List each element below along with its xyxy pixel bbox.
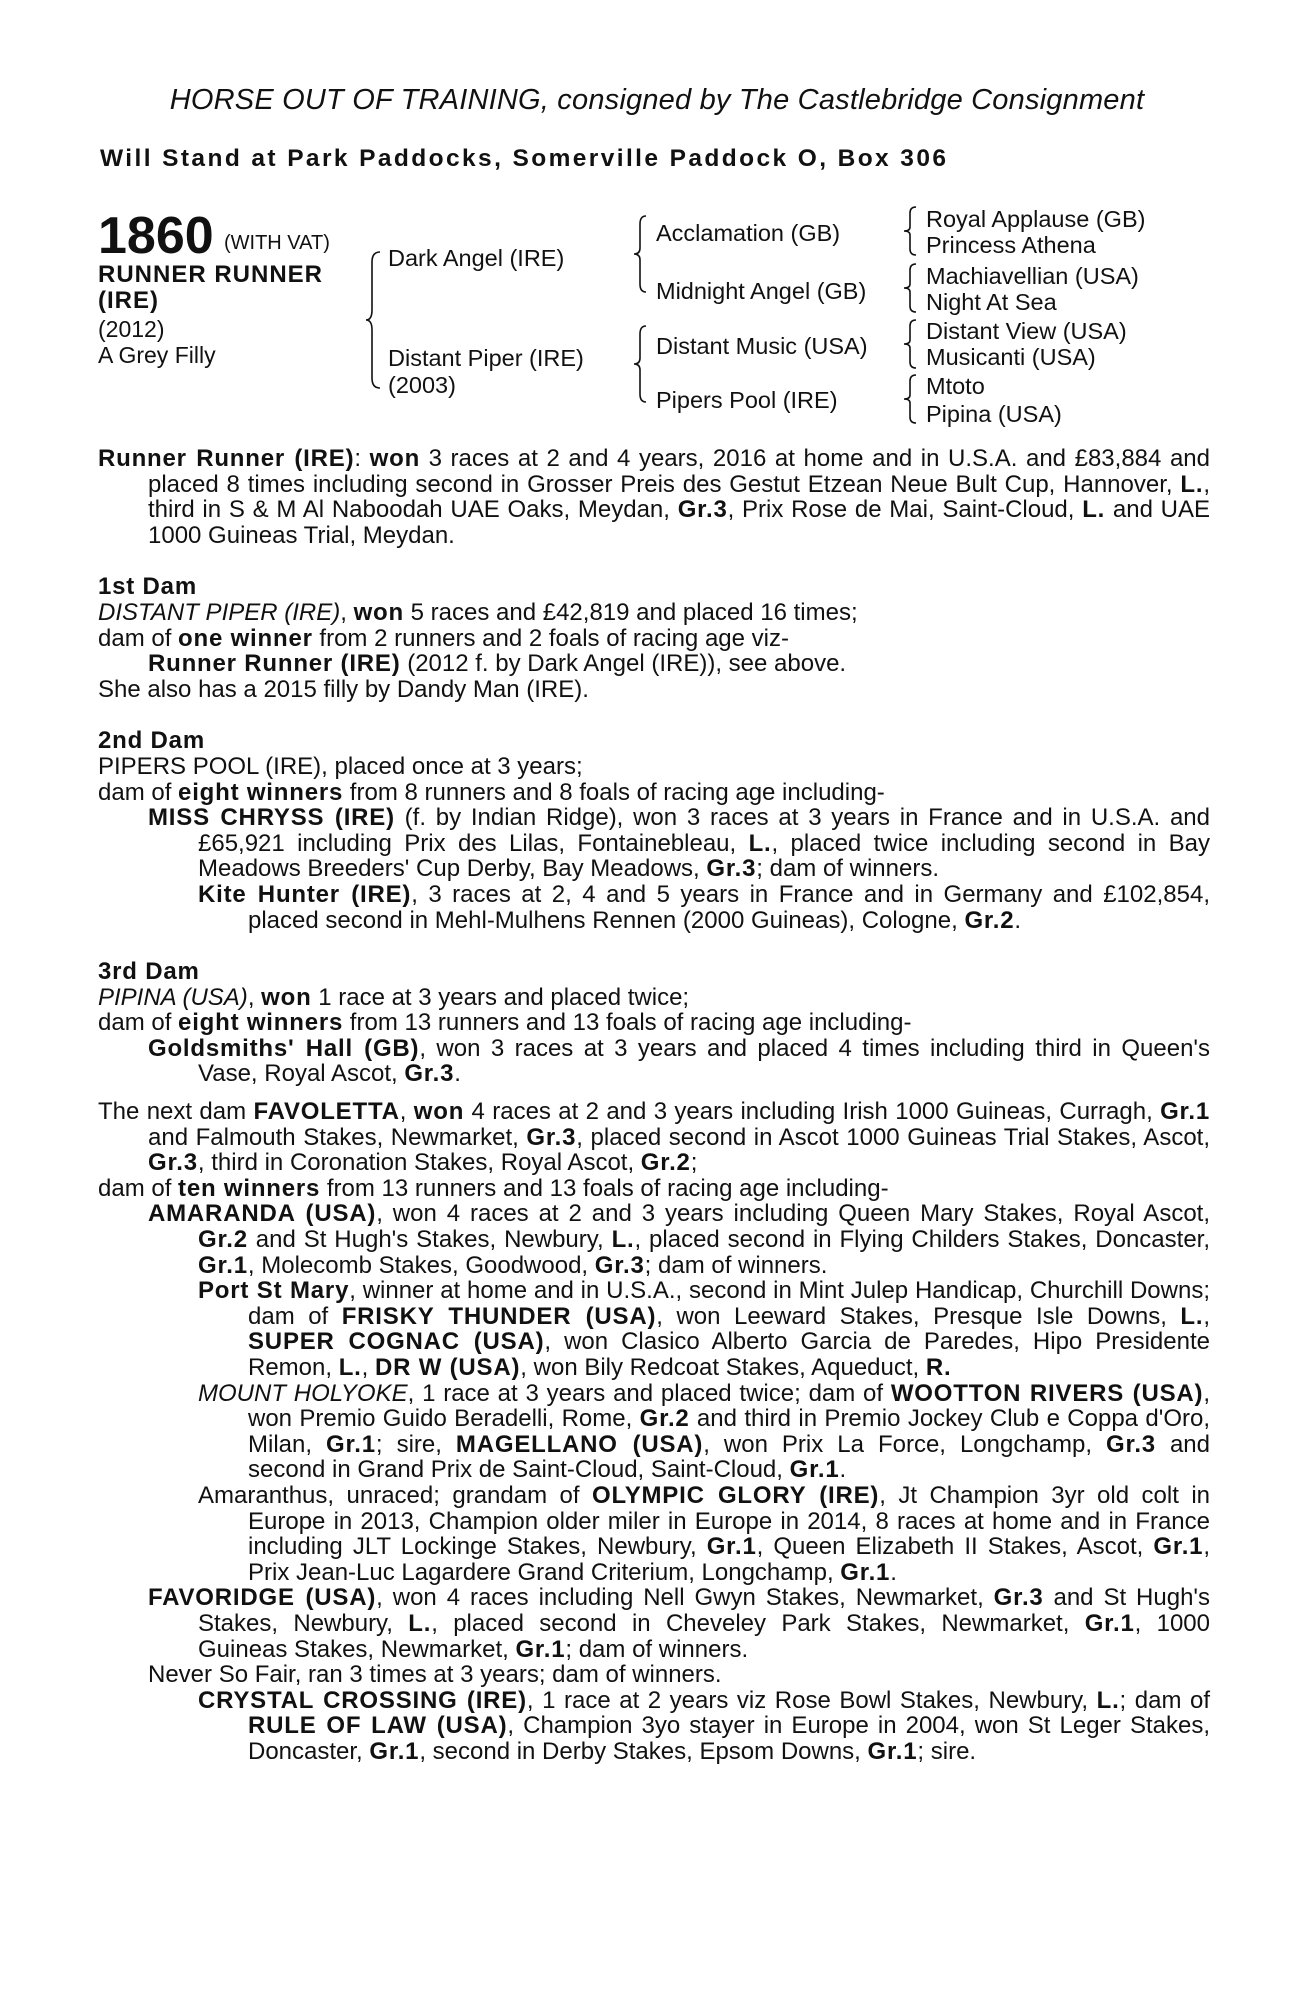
sire-dam-sire: Machiavellian (USA) bbox=[926, 263, 1139, 289]
page-title: HORSE OUT OF TRAINING, consigned by The Castlebridge Consignment bbox=[169, 84, 1145, 116]
vat-note: (WITH VAT) bbox=[224, 232, 330, 254]
produce-entry: Runner Runner (IRE) (2012 f. by Dark Angel (IRE)), see above. bbox=[148, 650, 847, 678]
produce-entry: Goldsmiths' Hall (GB), won 3 races at 3 years and placed 4 times including third in Queen's Vase, Royal Ascot, Gr.3. bbox=[148, 1034, 1211, 1088]
dam: Distant Piper (IRE) bbox=[388, 345, 584, 371]
sire-dam-dam: Night At Sea bbox=[926, 289, 1057, 315]
pedigree-brace bbox=[366, 250, 382, 390]
dam-dam-sire: Mtoto bbox=[926, 373, 985, 399]
sire-sire: Acclamation (GB) bbox=[656, 220, 841, 246]
produce-entry: FAVORIDGE (USA), won 4 races including Nell Gwyn Stakes, Newmarket, Gr.3 and St Hugh's Stakes, Newbury, L., placed second in Cheveley Park Stakes, Newmarket, Gr.1, 1000 Guineas Stakes, Newmarket, Gr.1; dam of winners. bbox=[148, 1584, 1210, 1663]
dam-dam: Pipers Pool (IRE) bbox=[656, 387, 838, 413]
dam-produce-summary: dam of one winner from 2 runners and 2 foals of racing age viz- bbox=[98, 624, 789, 652]
dam-dam-dam: Pipina (USA) bbox=[926, 401, 1062, 427]
sire-dam: Midnight Angel (GB) bbox=[656, 278, 867, 304]
pedigree-brace bbox=[904, 262, 918, 314]
dam-sire-sire: Distant View (USA) bbox=[926, 318, 1127, 344]
section-heading: 1st Dam bbox=[98, 573, 197, 601]
pedigree-brace bbox=[904, 318, 918, 370]
pedigree-table bbox=[98, 0, 1216, 440]
produce-entry: Kite Hunter (IRE), 3 races at 2, 4 and 5 years in France and in Germany and £102,854, placed second in Mehl-Mulhens Rennen (2000 Guineas), Cologne, Gr.2. bbox=[198, 880, 1210, 934]
pedigree-brace bbox=[634, 324, 648, 404]
produce-entry: Never So Fair, ran 3 times at 3 years; dam of winners. bbox=[148, 1661, 722, 1689]
race-record: Runner Runner (IRE): won 3 races at 2 and 4 years, 2016 at home and in U.S.A. and £83,884 and placed 8 times including second in Grosser Preis des Gestut Etzean Neue Bult Cup, Hannover, L., third in S & M Al Naboodah UAE Oaks, Meydan, Gr.3, Prix Rose de Mai, Saint-Cloud, L. and UAE 1000 Guineas Trial, Meydan. bbox=[98, 445, 1211, 549]
dam-produce-summary: dam of eight winners from 13 runners and 13 foals of racing age including- bbox=[98, 1009, 912, 1037]
section-heading: 3rd Dam bbox=[98, 958, 200, 986]
next-dam-entry: The next dam FAVOLETTA, won 4 races at 2 and 3 years including Irish 1000 Guineas, Curragh, Gr.1 and Falmouth Stakes, Newmarket, Gr.3, placed second in Ascot 1000 Guineas Trial Stakes, Ascot, Gr.3, third in Coronation Stakes, Royal Ascot, Gr.2; bbox=[98, 1098, 1211, 1177]
section-heading: 2nd Dam bbox=[98, 727, 205, 755]
dam-produce-summary: dam of eight winners from 8 runners and 8 foals of racing age including- bbox=[98, 778, 885, 806]
horse-name: RUNNER RUNNER bbox=[98, 261, 324, 288]
foaling-year: (2012) bbox=[98, 316, 165, 342]
horse-name-suffix: (IRE) bbox=[98, 287, 159, 314]
sire: Dark Angel (IRE) bbox=[388, 245, 565, 271]
stand-location: Will Stand at Park Paddocks, Somerville Paddock O, Box 306 bbox=[100, 145, 949, 172]
pedigree-brace bbox=[634, 214, 648, 294]
produce-entry: Port St Mary, winner at home and in U.S.A., second in Mint Julep Handicap, Churchill Downs; dam of FRISKY THUNDER (USA), won Leeward Stakes, Presque Isle Downs, L., SUPER COGNAC (USA), won Clasico Alberto Garcia de Paredes, Hipo Presidente Remon, L., DR W (USA), won Bily Redcoat Stakes, Aqueduct, R. bbox=[198, 1277, 1211, 1381]
dam-entry: PIPERS POOL (IRE), placed once at 3 years; bbox=[98, 752, 583, 780]
dam-entry: PIPINA (USA), won 1 race at 3 years and placed twice; bbox=[98, 983, 690, 1011]
produce-entry: CRYSTAL CROSSING (IRE), 1 race at 2 years viz Rose Bowl Stakes, Newbury, L.; dam of RULE OF LAW (USA), Champion 3yo stayer in Europe in 2004, won St Leger Stakes, Doncaster, Gr.1, second in Derby Stakes, Epsom Downs, Gr.1; sire. bbox=[198, 1686, 1210, 1765]
pedigree-brace bbox=[904, 205, 918, 257]
dam-produce-summary: dam of ten winners from 13 runners and 13 foals of racing age including- bbox=[98, 1174, 889, 1202]
lot-number: 1860 bbox=[98, 207, 214, 265]
sire-sire-sire: Royal Applause (GB) bbox=[926, 206, 1146, 232]
dam-entry: DISTANT PIPER (IRE), won 5 races and £42,819 and placed 16 times; bbox=[98, 598, 858, 626]
sire-sire-dam: Princess Athena bbox=[926, 232, 1096, 258]
produce-entry: MISS CHRYSS (IRE) (f. by Indian Ridge), won 3 races at 3 years in France and in U.S.A. and £65,921 including Prix des Lilas, Fontainebleau, L., placed twice including second in Bay Meadows Breeders' Cup Derby, Bay Meadows, Gr.3; dam of winners. bbox=[148, 804, 1210, 883]
produce-note: She also has a 2015 filly by Dandy Man (IRE). bbox=[98, 675, 589, 703]
catalogue-body bbox=[98, 446, 1210, 1765]
produce-entry: AMARANDA (USA), won 4 races at 2 and 3 years including Queen Mary Stakes, Royal Ascot, Gr.2 and St Hugh's Stakes, Newbury, L., placed second in Flying Childers Stakes, Doncaster, Gr.1, Molecomb Stakes, Goodwood, Gr.3; dam of winners. bbox=[148, 1200, 1211, 1279]
horse-description: A Grey Filly bbox=[98, 342, 216, 368]
produce-entry: Amaranthus, unraced; grandam of OLYMPIC GLORY (IRE), Jt Champion 3yr old colt in Europe in 2013, Champion older miler in Europe in 2014, 8 races at home and in France including JLT Lockinge Stakes, Newbury, Gr.1, Queen Elizabeth II Stakes, Ascot, Gr.1, Prix Jean-Luc Lagardere Grand Criterium, Longchamp, Gr.1. bbox=[198, 1481, 1211, 1586]
dam-sire: Distant Music (USA) bbox=[656, 333, 868, 359]
produce-entry: MOUNT HOLYOKE, 1 race at 3 years and placed twice; dam of WOOTTON RIVERS (USA), won Premio Guido Beradelli, Rome, Gr.2 and third in Premio Jockey Club e Coppa d'Oro, Milan, Gr.1; sire, MAGELLANO (USA), won Prix La Force, Longchamp, Gr.3 and second in Grand Prix de Saint-Cloud, Saint-Cloud, Gr.1. bbox=[198, 1379, 1211, 1484]
pedigree-brace bbox=[904, 373, 918, 425]
dam-year: (2003) bbox=[388, 372, 456, 398]
dam-sire-dam: Musicanti (USA) bbox=[926, 344, 1096, 370]
